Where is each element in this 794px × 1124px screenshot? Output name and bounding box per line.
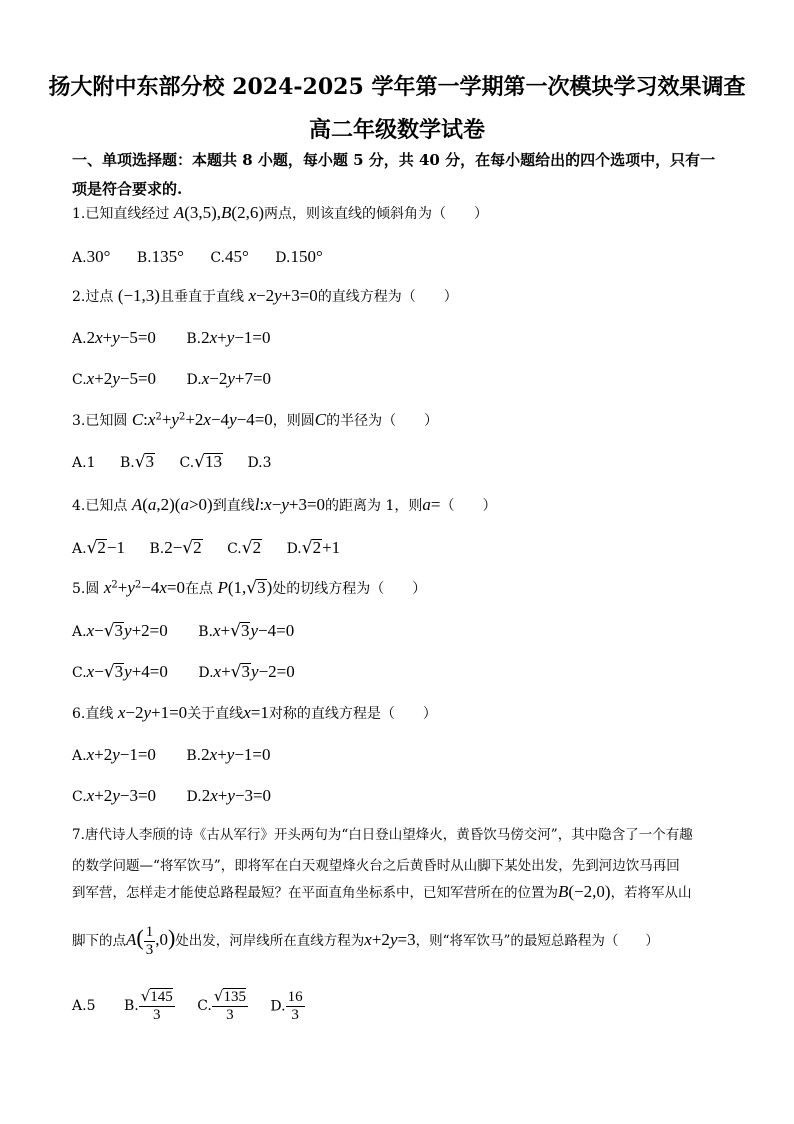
question-2-options-row1 [72, 328, 271, 348]
option-d[interactable]: D.150° [275, 247, 323, 266]
option-a[interactable]: A.√2−1 [72, 538, 125, 558]
option-b[interactable]: B.135° [136, 247, 184, 266]
option-b[interactable]: B.2x+y−1=0 [186, 328, 271, 347]
question-6-options-row2 [72, 786, 271, 806]
question-3: 3.已知圆 $C:x^2+y^2+2x-4y-4=0$，则圆C的半径为（ ） [72, 410, 439, 429]
option-a[interactable]: A.2x+y−5=0 [72, 328, 156, 347]
question-5-options-row1 [72, 621, 294, 641]
math-points-ab: A(3,5),B(2,6) [173, 203, 264, 222]
question-4-options [72, 538, 340, 558]
option-d[interactable]: D. $\frac{16}{3}$ [270, 988, 303, 1023]
option-d[interactable]: D.x+√3y−2=0 [198, 662, 295, 682]
question-5: 5.圆 $x^2+y^2-4x=0$在点 P(1,√3)处的切线方程为（ ） [72, 578, 427, 598]
question-2: 2.过点 (−1,3)且垂直于直线 x−2y+3=0的直线方程为（ ） [72, 286, 458, 305]
question-5-options-row2 [72, 662, 295, 682]
option-a[interactable]: A.x+2y−1=0 [72, 745, 156, 764]
option-c[interactable]: C.√2 [227, 538, 262, 558]
option-d[interactable]: D.x−2y+7=0 [186, 369, 272, 388]
option-c[interactable]: C.x+2y−5=0 [72, 369, 157, 388]
question-7-line2: 的数学问题—“将军饮马”，即将军在白天观望烽火台之后黄昏时从山脚下某处出发，先到河边饮马再回 [72, 858, 680, 874]
question-7-line3: 到军营，怎样走才能使总路程最短？在平面直角坐标系中，已知军营所在的位置为B(−2,0)，若将军从山 [72, 882, 692, 901]
option-c[interactable]: C.x−√3y+4=0 [72, 662, 168, 682]
option-b[interactable]: B.2−√2 [149, 538, 202, 558]
option-a[interactable]: A.1 [72, 455, 96, 471]
question-7-options [72, 988, 305, 1024]
option-b[interactable]: B.x+√3y−4=0 [198, 621, 295, 641]
option-d[interactable]: D.√2+1 [286, 538, 341, 558]
option-b[interactable]: B. $\frac{√145}{3}$ [123, 987, 173, 1023]
option-a[interactable]: A.5 [72, 998, 96, 1014]
section-heading: 一、单项选择题：本题共 8 小题，每小题 5 分，共 40 分，在每小题给出的四个选项中，只有一 项是符合要求的. [72, 151, 716, 198]
question-1: 1.已知直线经过 A(3,5),B(2,6)两点，则该直线的倾斜角为（ ） [72, 203, 488, 222]
question-3-options [72, 452, 272, 472]
option-c[interactable]: C.45° [210, 247, 249, 266]
option-b[interactable]: B.√3 [119, 452, 155, 472]
question-7-line1: 7.唐代诗人李颀的诗《古从军行》开头两句为“白日登山望烽火，黄昏饮马傍交河”，其中隐含了一个有趣 [72, 827, 693, 843]
question-6-options-row1 [72, 745, 271, 765]
question-7-line4: 脚下的点A( $\frac{1}{3}$ ,0)处出发，河岸线所在直线方程为x+2y=3，则“将军饮马”的最短总路程为（ ） [72, 924, 659, 958]
option-c[interactable]: C.√13 [179, 452, 222, 472]
option-d[interactable]: D.3 [247, 455, 272, 471]
option-d[interactable]: D.2x+y−3=0 [186, 786, 272, 805]
exam-subtitle: 高二年级数学试卷 [308, 117, 485, 143]
option-b[interactable]: B.2x+y−1=0 [186, 745, 271, 764]
exam-title: 扬大附中东部分校 2024-2025 学年第一学期第一次模块学习效果调查 [48, 74, 746, 100]
question-1-options [72, 247, 323, 267]
option-c[interactable]: C. $\frac{√135}{3}$ [197, 987, 246, 1023]
option-a[interactable]: A.x−√3y+2=0 [72, 621, 168, 641]
question-2-options-row2 [72, 369, 271, 389]
question-4: 4.已知点 A(a,2)(a>0)到直线l:x−y+3=0的距离为 1，则a=（ ） [72, 495, 497, 514]
fraction-one-third: $\frac{1}{3}$ [145, 924, 154, 958]
option-a[interactable]: A.30° [72, 247, 111, 266]
question-6: 6.直线 x−2y+1=0关于直线x=1对称的直线方程是（ ） [72, 703, 437, 722]
option-c[interactable]: C.x+2y−3=0 [72, 786, 157, 805]
